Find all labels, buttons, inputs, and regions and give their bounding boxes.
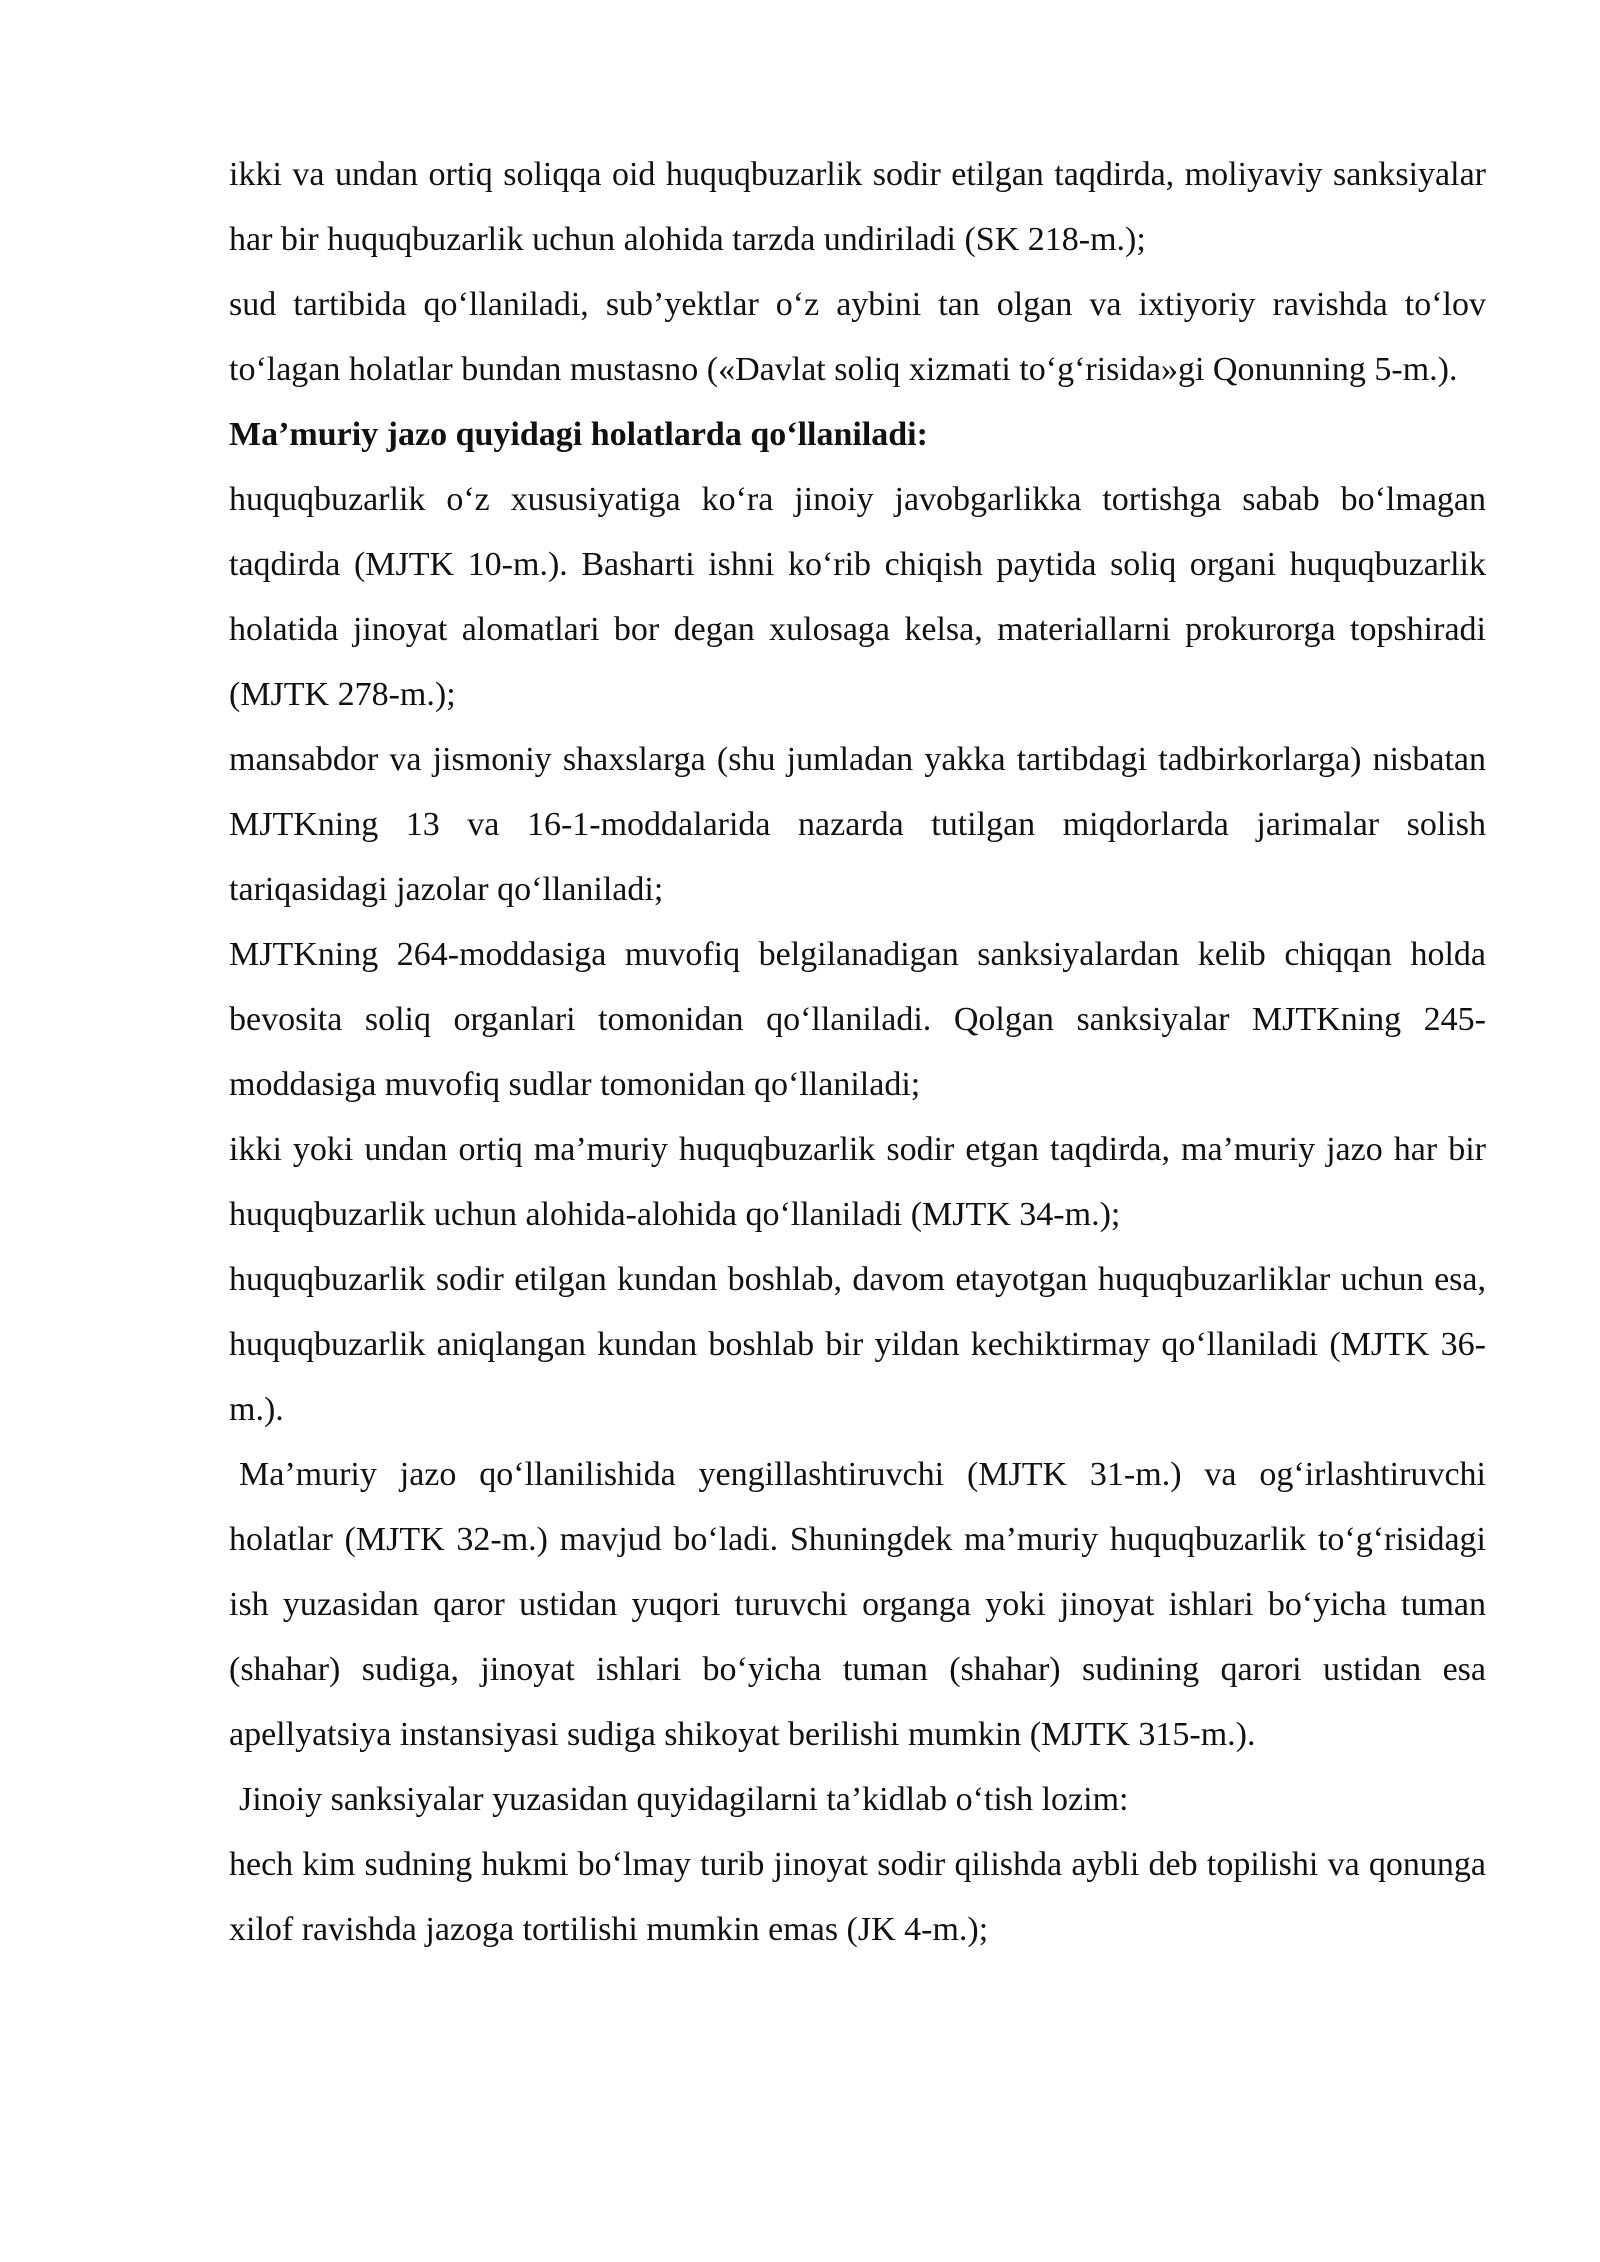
paragraph-criminal-sanctions-intro: Jinoiy sanksiyalar yuzasidan quyidagilarni ta’kidlab o‘tish lozim: <box>239 1781 1129 1818</box>
paragraph-court-procedure: sud tartibida qo‘llaniladi, sub’yektlar o‘z aybini tan olgan va ixtiyoriy ravishda to‘lov to‘lagan holatlar bundan mustasno («Davlat soliq xizmati to‘g‘risida»gi Qonunning 5-m.). <box>229 286 1486 388</box>
paragraph-fines-individuals: mansabdor va jismoniy shaxslarga (shu jumladan yakka tartibdagi tadbirkorlarga) nisbatan MJTKning 13 va 16-1-moddalarida nazarda tutilgan miqdorlarda jarimalar solish tariqasidagi jazolar qo‘llaniladi; <box>229 741 1486 908</box>
paragraph-time-limit: huquqbuzarlik sodir etilgan kundan boshlab, davom etayotgan huquqbuzarliklar uchun esa, huquqbuzarlik aniqlangan kundan boshlab bir yildan kechiktirmay qo‘llaniladi (MJTK 36-m.). <box>229 1261 1486 1428</box>
section-heading-administrative-penalty: Ma’muriy jazo quyidagi holatlarda qo‘llaniladi: <box>229 416 928 453</box>
document-page <box>229 142 1486 1962</box>
paragraph-no-criminal-liability: huquqbuzarlik o‘z xususiyatiga ko‘ra jinoiy javobgarlikka tortishga sabab bo‘lmagan taqdirda (MJTK 10-m.). Basharti ishni ko‘rib chiqish paytida soliq organi huquqbuzarlik holatida jinoyat alomatlari bor degan xulosaga kelsa, materiallarni prokurorga topshiradi (MJTK 278-m.); <box>229 481 1486 713</box>
paragraph-tax-authority-sanctions: MJTKning 264-moddasiga muvofiq belgilanadigan sanksiyalardan kelib chiqqan holda bevosita soliq organlari tomonidan qo‘llaniladi. Qolgan sanksiyalar MJTKning 245-moddasiga muvofiq sudlar tomonidan qo‘llaniladi; <box>229 936 1486 1103</box>
paragraph-multiple-offenses: ikki yoki undan ortiq ma’muriy huquqbuzarlik sodir etgan taqdirda, ma’muriy jazo har bir huquqbuzarlik uchun alohida-alohida qo‘llaniladi (MJTK 34-m.); <box>229 1131 1486 1233</box>
paragraph-mitigating-aggravating: Ma’muriy jazo qo‘llanilishida yengillashtiruvchi (MJTK 31-m.) va og‘irlashtiruvchi holatlar (MJTK 32-m.) mavjud bo‘ladi. Shuningdek ma’muriy huquqbuzarlik to‘g‘risidagi ish yuzasidan qaror ustidan yuqori turuvchi organga yoki jinoyat ishlari bo‘yicha tuman (shahar) sudiga, jinoyat ishlari bo‘yicha tuman (shahar) sudining qarori ustidan esa apellyatsiya instansiyasi sudiga shikoyat berilishi mumkin (MJTK 315-m.). <box>229 1456 1486 1753</box>
paragraph-tax-sanctions-separate: ikki va undan ortiq soliqqa oid huquqbuzarlik sodir etilgan taqdirda, moliyaviy sanksiyalar har bir huquqbuzarlik uchun alohida tarzda undiriladi (SK 218-m.); <box>229 156 1486 258</box>
paragraph-presumption-innocence: hech kim sudning hukmi bo‘lmay turib jinoyat sodir qilishda aybli deb topilishi va qonunga xilof ravishda jazoga tortilishi mumkin emas (JK 4-m.); <box>229 1846 1486 1948</box>
